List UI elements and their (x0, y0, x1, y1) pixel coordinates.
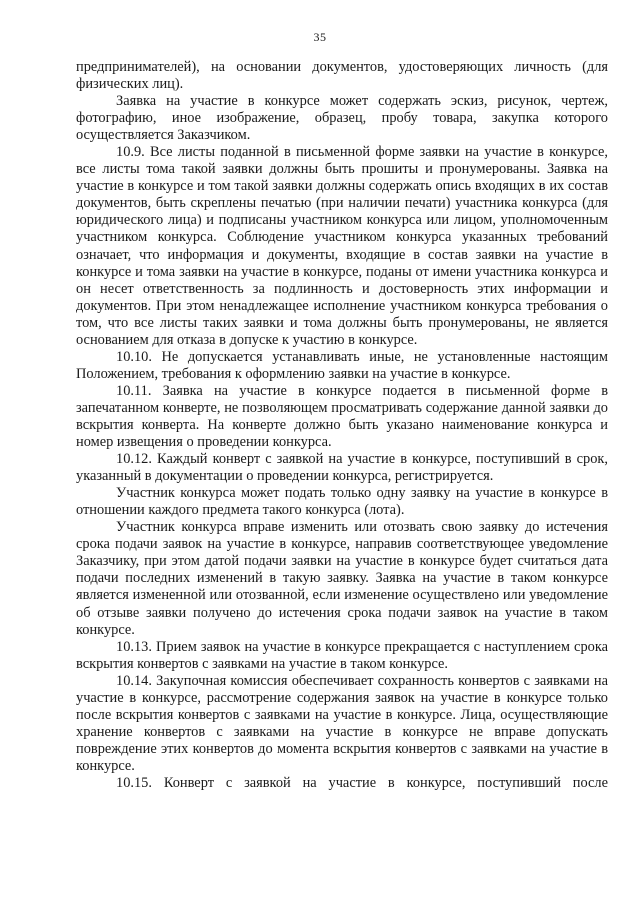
paragraph-10-9: 10.9. Все листы поданной в письменной форме заявки на участие в конкурсе, все листы тома такой заявки должны быть прошиты и пронумерованы. Заявка на участие в конкурсе и том такой заявки должны содержать опись входящих в их состав документов, быть скреплены печатью (при наличии печати) участника конкурса (для юридического лица) и подписаны участником конкурса или лицом, уполномоченным участником конкурса. Соблюдение участником конкурса указанных требований означает, что информация и документы, входящие в состав заявки на участие в конкурсе и тома заявки на участие в конкурсе, поданы от имени участника конкурса и он несет ответственность за подлинность и достоверность этих информации и документов. При этом ненадлежащее исполнение участником конкурса требования о том, что все листы таких заявки и тома должны быть пронумерованы, не является основанием для отказа в допуске к участию в конкурсе. (76, 144, 608, 348)
paragraph-application-attachments: Заявка на участие в конкурсе может содержать эскиз, рисунок, чертеж, фотографию, иное изображение, образец, пробу товара, закупка которого осуществляется Заказчиком. (76, 93, 608, 144)
page-number: 35 (313, 30, 327, 44)
paragraph-single-application: Участник конкурса может подать только одну заявку на участие в конкурсе в отношении каждого предмета такого конкурса (лота). (76, 485, 608, 519)
document-body (76, 59, 608, 792)
paragraph-10-14: 10.14. Закупочная комиссия обеспечивает сохранность конвертов с заявками на участие в конкурсе, рассмотрение содержания заявок на участие в конкурсе только после вскрытия конвертов с заявками на участие в конкурсе. Лица, осуществляющие хранение конвертов с заявками на участие в конкурсе не вправе допускать повреждение этих конвертов до момента вскрытия конвертов с заявками на участие в конкурсе. (76, 672, 608, 774)
paragraph-continuation: предпринимателей), на основании документов, удостоверяющих личность (для физических лиц). (76, 59, 608, 93)
paragraph-10-11: 10.11. Заявка на участие в конкурсе подается в письменной форме в запечатанном конверте, не позволяющем просматривать содержание данной заявки до вскрытия конверта. На конверте должно быть указано наименование конкурса и номер извещения о проведении конкурса. (76, 382, 608, 451)
paragraph-10-13: 10.13. Прием заявок на участие в конкурсе прекращается с наступлением срока вскрытия конвертов с заявками на участие в таком конкурсе. (76, 638, 608, 672)
paragraph-10-10: 10.10. Не допускается устанавливать иные, не установленные настоящим Положением, требования к оформлению заявки на участие в конкурсе. (76, 348, 608, 382)
paragraph-10-12: 10.12. Каждый конверт с заявкой на участие в конкурсе, поступивший в срок, указанный в документации о проведении конкурса, регистрируется. (76, 451, 608, 485)
paragraph-10-15: 10.15. Конверт с заявкой на участие в конкурсе, поступивший после (116, 774, 608, 791)
paragraph-change-or-withdraw: Участник конкурса вправе изменить или отозвать свою заявку до истечения срока подачи заявок на участие в конкурсе, направив соответствующее уведомление Заказчику, при этом датой подачи заявки на участие в конкурсе будет считаться дата подачи последних изменений в такую заявку. Заявка на участие в таком конкурсе является измененной или отозванной, если изменение осуществлено или уведомление об отзыве заявки получено до истечения срока подачи заявок на участие в таком конкурсе. (76, 519, 608, 638)
